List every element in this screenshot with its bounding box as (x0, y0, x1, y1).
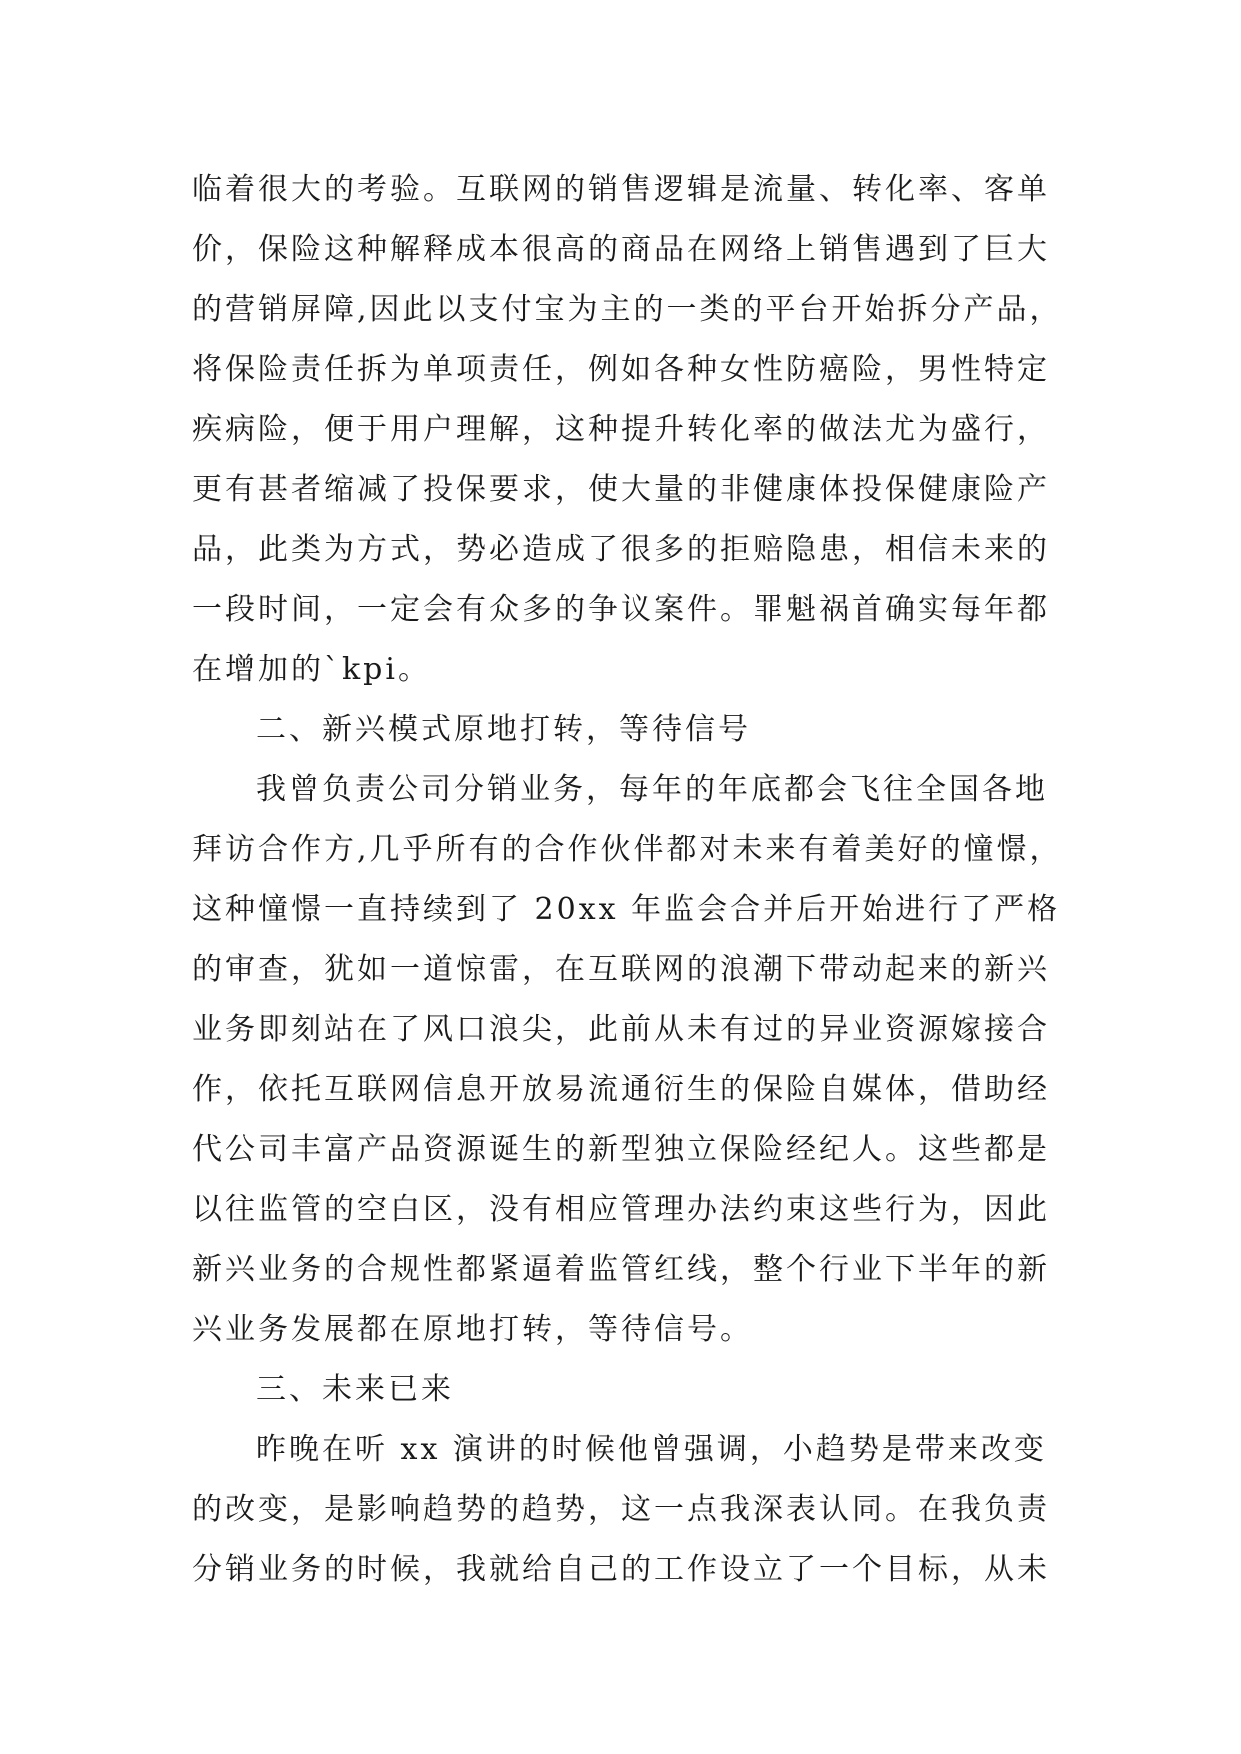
text-line: 兴业务发展都在原地打转，等待信号。 (192, 1312, 753, 1347)
text-line: 作，依托互联网信息开放易流通衍生的保险自媒体，借助经 (192, 1072, 1050, 1107)
text-line: 的改变，是影响趋势的趋势，这一点我深表认同。在我负责 (192, 1492, 1050, 1527)
document-body (192, 160, 1063, 1600)
text-line: 临着很大的考验。互联网的销售逻辑是流量、转化率、客单 (192, 172, 1050, 207)
text-line: 疾病险，便于用户理解，这种提升转化率的做法尤为盛行， (192, 412, 1050, 447)
paragraph-start-line: 我曾负责公司分销业务，每年的年底都会飞往全国各地 (256, 772, 1048, 807)
section-heading: 三、未来已来 (256, 1372, 454, 1407)
text-line: 分销业务的时候，我就给自己的工作设立了一个目标，从未 (192, 1552, 1050, 1587)
text-line: 这种憧憬一直持续到了 20xx 年监会合并后开始进行了严格 (192, 892, 1061, 927)
text-line: 价，保险这种解释成本很高的商品在网络上销售遇到了巨大 (192, 232, 1050, 267)
text-line: 以往监管的空白区，没有相应管理办法约束这些行为，因此 (192, 1192, 1050, 1227)
text-line: 业务即刻站在了风口浪尖，此前从未有过的异业资源嫁接合 (192, 1012, 1050, 1047)
section-heading: 二、新兴模式原地打转，等待信号 (256, 712, 751, 747)
text-line: 将保险责任拆为单项责任，例如各种女性防癌险，男性特定 (192, 352, 1050, 387)
text-line: 一段时间，一定会有众多的争议案件。罪魁祸首确实每年都 (192, 592, 1050, 627)
text-line: 品，此类为方式，势必造成了很多的拒赔隐患，相信未来的 (192, 532, 1050, 567)
text-line: 新兴业务的合规性都紧逼着监管红线，整个行业下半年的新 (192, 1252, 1050, 1287)
text-line: 的营销屏障,因此以支付宝为主的一类的平台开始拆分产品， (192, 292, 1063, 327)
text-line: 在增加的`kpi。 (192, 652, 431, 687)
text-line: 代公司丰富产品资源诞生的新型独立保险经纪人。这些都是 (192, 1132, 1050, 1167)
text-line: 的审查，犹如一道惊雷，在互联网的浪潮下带动起来的新兴 (192, 952, 1050, 987)
text-line: 拜访合作方,几乎所有的合作伙伴都对未来有着美好的憧憬， (192, 832, 1063, 867)
text-line: 更有甚者缩减了投保要求，使大量的非健康体投保健康险产 (192, 472, 1050, 507)
paragraph-start-line: 昨晚在听 xx 演讲的时候他曾强调，小趋势是带来改变 (256, 1432, 1047, 1467)
